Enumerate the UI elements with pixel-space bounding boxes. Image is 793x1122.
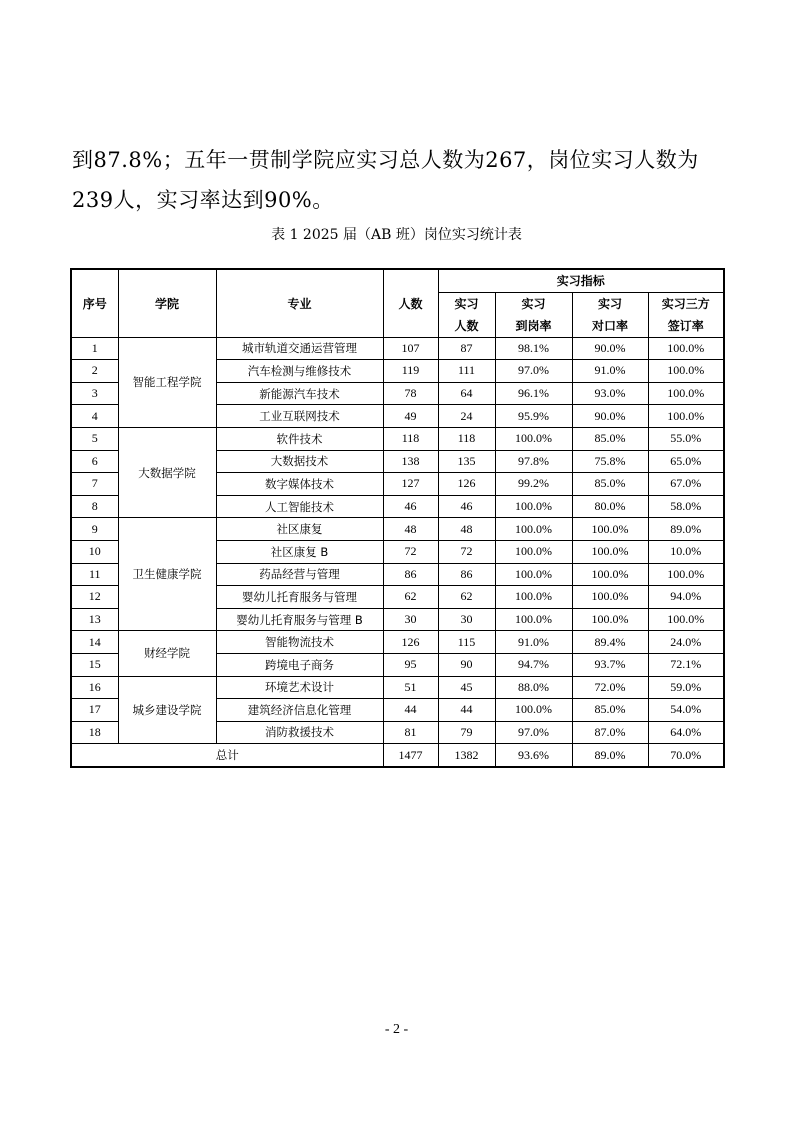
- page-number: - 2 -: [384, 1022, 409, 1037]
- contract-rate: 100.0%: [648, 563, 724, 586]
- table-row: [71, 676, 724, 699]
- college-name: 财经学院: [118, 631, 216, 676]
- paragraph-line-2: 239人，实习率达到90%。: [72, 188, 334, 212]
- college-name: 智能工程学院: [118, 337, 216, 427]
- student-count: 51: [383, 676, 438, 699]
- header-college: 学院: [118, 269, 216, 337]
- intern-count: 30: [438, 608, 495, 631]
- row-index: 8: [71, 495, 118, 518]
- arrival-rate: 99.2%: [495, 473, 572, 496]
- row-index: 9: [71, 518, 118, 541]
- major-name: 社区康复 B: [216, 540, 383, 563]
- row-index: 5: [71, 427, 118, 450]
- arrival-rate: 100.0%: [495, 495, 572, 518]
- header-match-rate: 实习 对口率: [572, 292, 648, 337]
- major-name: 新能源汽车技术: [216, 382, 383, 405]
- row-index: 3: [71, 382, 118, 405]
- student-count: 30: [383, 608, 438, 631]
- intern-count: 86: [438, 563, 495, 586]
- paragraph-line-1: 到87.8%；五年一贯制学院应实习总人数为267，岗位实习人数为: [72, 148, 699, 172]
- intern-count: 126: [438, 473, 495, 496]
- contract-rate: 59.0%: [648, 676, 724, 699]
- college-name: 大数据学院: [118, 427, 216, 517]
- major-name: 环境艺术设计: [216, 676, 383, 699]
- arrival-rate: 96.1%: [495, 382, 572, 405]
- contract-rate: 100.0%: [648, 337, 724, 360]
- match-rate: 100.0%: [572, 540, 648, 563]
- row-index: 15: [71, 653, 118, 676]
- intern-count: 111: [438, 360, 495, 383]
- match-rate: 100.0%: [572, 586, 648, 609]
- major-name: 社区康复: [216, 518, 383, 541]
- match-rate: 93.7%: [572, 653, 648, 676]
- arrival-rate: 88.0%: [495, 676, 572, 699]
- student-count: 118: [383, 427, 438, 450]
- total-count: 1477: [383, 744, 438, 767]
- major-name: 人工智能技术: [216, 495, 383, 518]
- table-caption: 表 1 2025 届（AB 班）岗位实习统计表: [271, 227, 522, 243]
- contract-rate: 54.0%: [648, 699, 724, 722]
- contract-rate: 24.0%: [648, 631, 724, 654]
- contract-rate: 67.0%: [648, 473, 724, 496]
- match-rate: 90.0%: [572, 405, 648, 428]
- contract-rate: 65.0%: [648, 450, 724, 473]
- total-arrival: 93.6%: [495, 744, 572, 767]
- student-count: 86: [383, 563, 438, 586]
- row-index: 2: [71, 360, 118, 383]
- header-indicators: 实习指标: [438, 269, 724, 292]
- student-count: 138: [383, 450, 438, 473]
- match-rate: 72.0%: [572, 676, 648, 699]
- intern-count: 46: [438, 495, 495, 518]
- student-count: 127: [383, 473, 438, 496]
- arrival-rate: 100.0%: [495, 699, 572, 722]
- student-count: 48: [383, 518, 438, 541]
- row-index: 18: [71, 721, 118, 744]
- contract-rate: 100.0%: [648, 360, 724, 383]
- table-row: [71, 427, 724, 450]
- major-name: 工业互联网技术: [216, 405, 383, 428]
- intern-count: 87: [438, 337, 495, 360]
- row-index: 11: [71, 563, 118, 586]
- arrival-rate: 97.0%: [495, 721, 572, 744]
- student-count: 72: [383, 540, 438, 563]
- student-count: 46: [383, 495, 438, 518]
- major-name: 建筑经济信息化管理: [216, 699, 383, 722]
- student-count: 49: [383, 405, 438, 428]
- match-rate: 93.0%: [572, 382, 648, 405]
- row-index: 7: [71, 473, 118, 496]
- table-row: [71, 518, 724, 541]
- table-row: [71, 631, 724, 654]
- student-count: 81: [383, 721, 438, 744]
- major-name: 婴幼儿托育服务与管理 B: [216, 608, 383, 631]
- arrival-rate: 98.1%: [495, 337, 572, 360]
- match-rate: 85.0%: [572, 699, 648, 722]
- contract-rate: 55.0%: [648, 427, 724, 450]
- contract-rate: 100.0%: [648, 382, 724, 405]
- body-paragraph: [72, 140, 732, 220]
- row-index: 13: [71, 608, 118, 631]
- header-arrival-rate: 实习 到岗率: [495, 292, 572, 337]
- match-rate: 100.0%: [572, 563, 648, 586]
- student-count: 107: [383, 337, 438, 360]
- arrival-rate: 100.0%: [495, 586, 572, 609]
- arrival-rate: 100.0%: [495, 563, 572, 586]
- match-rate: 80.0%: [572, 495, 648, 518]
- contract-rate: 72.1%: [648, 653, 724, 676]
- arrival-rate: 95.9%: [495, 405, 572, 428]
- major-name: 软件技术: [216, 427, 383, 450]
- contract-rate: 100.0%: [648, 405, 724, 428]
- college-name: 城乡建设学院: [118, 676, 216, 744]
- table-row: [71, 337, 724, 360]
- student-count: 119: [383, 360, 438, 383]
- header-major: 专业: [216, 269, 383, 337]
- intern-count: 45: [438, 676, 495, 699]
- row-index: 10: [71, 540, 118, 563]
- student-count: 62: [383, 586, 438, 609]
- contract-rate: 10.0%: [648, 540, 724, 563]
- intern-count: 79: [438, 721, 495, 744]
- total-label: 总计: [71, 744, 383, 767]
- student-count: 95: [383, 653, 438, 676]
- intern-count: 62: [438, 586, 495, 609]
- header-contract-rate: 实习三方 签订率: [648, 292, 724, 337]
- major-name: 跨境电子商务: [216, 653, 383, 676]
- contract-rate: 58.0%: [648, 495, 724, 518]
- internship-stats-table: [70, 268, 725, 768]
- arrival-rate: 91.0%: [495, 631, 572, 654]
- intern-count: 64: [438, 382, 495, 405]
- major-name: 药品经营与管理: [216, 563, 383, 586]
- contract-rate: 94.0%: [648, 586, 724, 609]
- total-row: [71, 744, 724, 767]
- total-intern: 1382: [438, 744, 495, 767]
- intern-count: 24: [438, 405, 495, 428]
- major-name: 消防救援技术: [216, 721, 383, 744]
- row-index: 14: [71, 631, 118, 654]
- major-name: 智能物流技术: [216, 631, 383, 654]
- header-intern-count: 实习 人数: [438, 292, 495, 337]
- college-name: 卫生健康学院: [118, 518, 216, 631]
- arrival-rate: 97.0%: [495, 360, 572, 383]
- match-rate: 91.0%: [572, 360, 648, 383]
- match-rate: 89.4%: [572, 631, 648, 654]
- contract-rate: 100.0%: [648, 608, 724, 631]
- contract-rate: 64.0%: [648, 721, 724, 744]
- contract-rate: 89.0%: [648, 518, 724, 541]
- intern-count: 115: [438, 631, 495, 654]
- arrival-rate: 97.8%: [495, 450, 572, 473]
- arrival-rate: 100.0%: [495, 540, 572, 563]
- major-name: 大数据技术: [216, 450, 383, 473]
- arrival-rate: 100.0%: [495, 518, 572, 541]
- total-match: 89.0%: [572, 744, 648, 767]
- arrival-rate: 100.0%: [495, 427, 572, 450]
- row-index: 12: [71, 586, 118, 609]
- intern-count: 135: [438, 450, 495, 473]
- intern-count: 90: [438, 653, 495, 676]
- row-index: 16: [71, 676, 118, 699]
- intern-count: 118: [438, 427, 495, 450]
- match-rate: 100.0%: [572, 518, 648, 541]
- student-count: 44: [383, 699, 438, 722]
- major-name: 婴幼儿托育服务与管理: [216, 586, 383, 609]
- row-index: 17: [71, 699, 118, 722]
- major-name: 城市轨道交通运营管理: [216, 337, 383, 360]
- student-count: 78: [383, 382, 438, 405]
- intern-count: 44: [438, 699, 495, 722]
- total-contract: 70.0%: [648, 744, 724, 767]
- table-body: [71, 337, 724, 744]
- student-count: 126: [383, 631, 438, 654]
- major-name: 数字媒体技术: [216, 473, 383, 496]
- major-name: 汽车检测与维修技术: [216, 360, 383, 383]
- arrival-rate: 94.7%: [495, 653, 572, 676]
- row-index: 4: [71, 405, 118, 428]
- intern-count: 48: [438, 518, 495, 541]
- match-rate: 100.0%: [572, 608, 648, 631]
- match-rate: 85.0%: [572, 473, 648, 496]
- arrival-rate: 100.0%: [495, 608, 572, 631]
- row-index: 6: [71, 450, 118, 473]
- row-index: 1: [71, 337, 118, 360]
- intern-count: 72: [438, 540, 495, 563]
- header-count: 人数: [383, 269, 438, 337]
- match-rate: 87.0%: [572, 721, 648, 744]
- match-rate: 75.8%: [572, 450, 648, 473]
- match-rate: 90.0%: [572, 337, 648, 360]
- header-index: 序号: [71, 269, 118, 337]
- match-rate: 85.0%: [572, 427, 648, 450]
